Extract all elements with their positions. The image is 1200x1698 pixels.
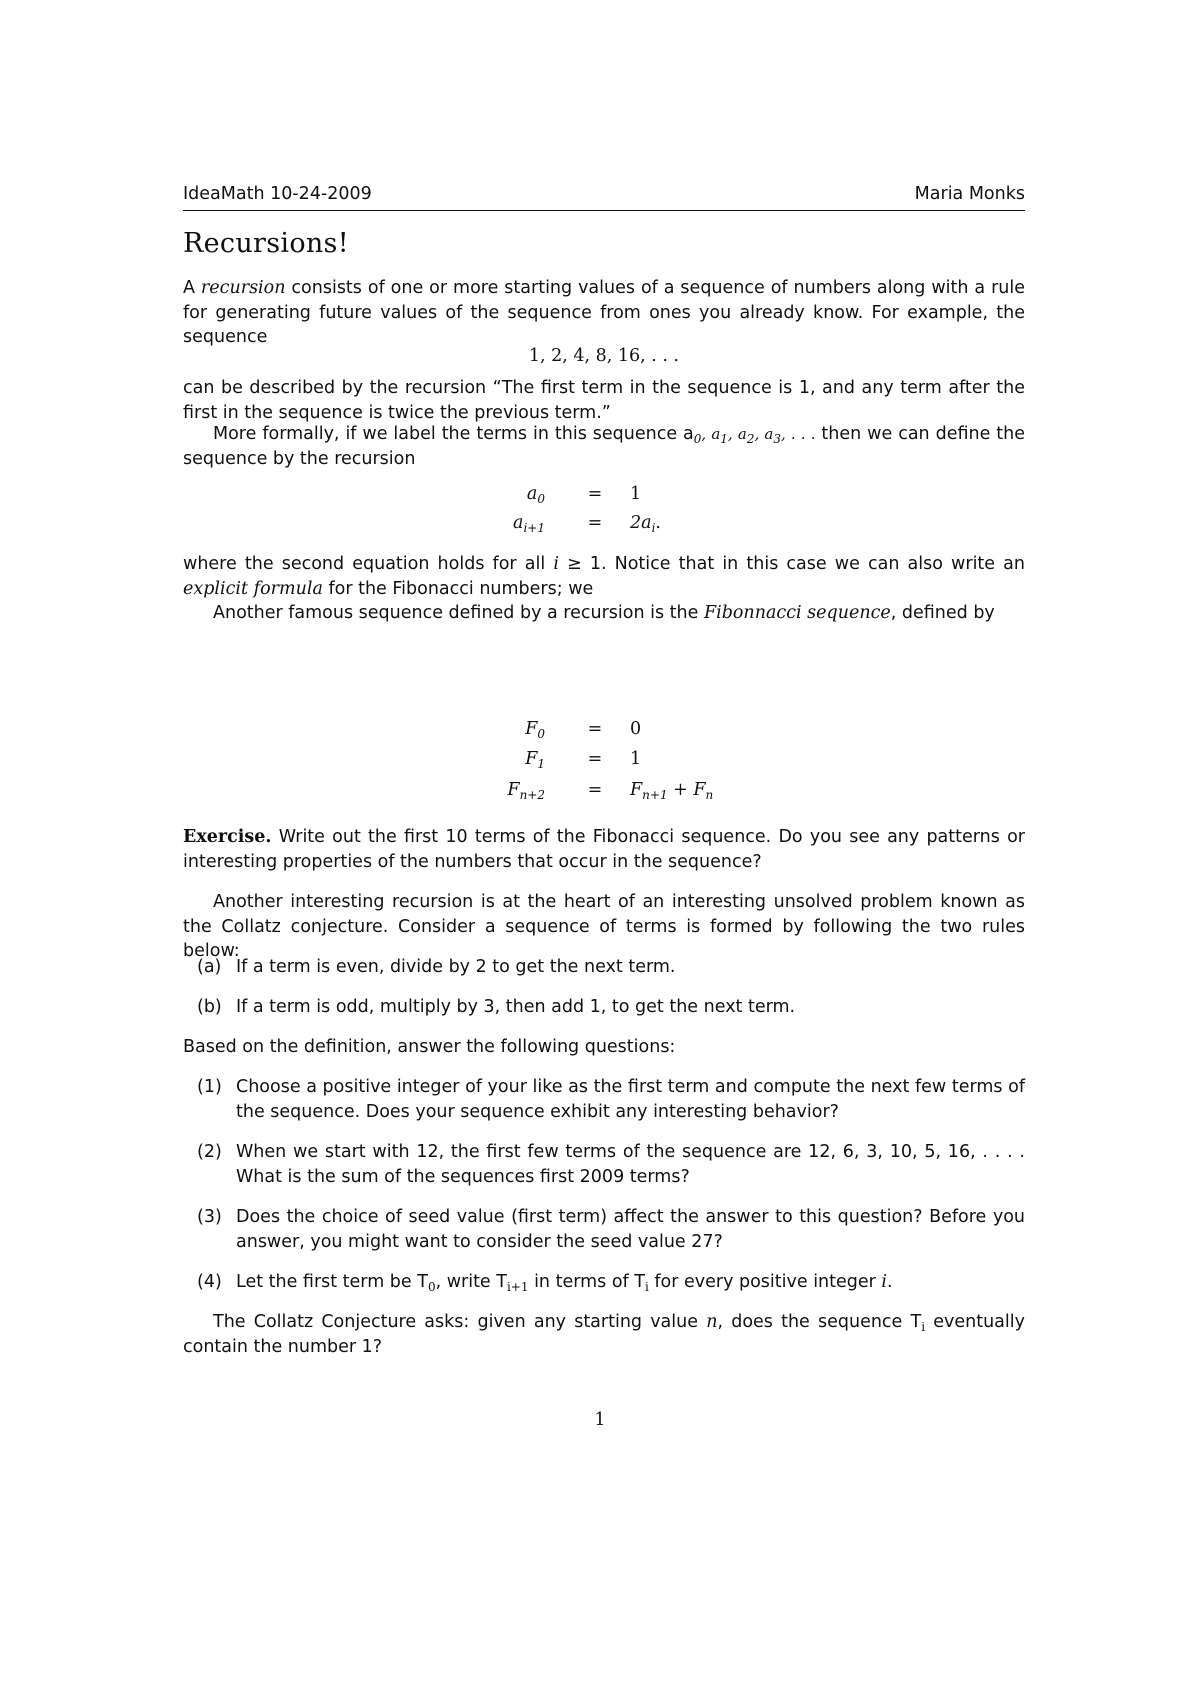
- fibonacci-intro: [183, 601, 1025, 626]
- after-equation-paragraph: [183, 552, 1025, 601]
- intro-paragraph: [183, 276, 1025, 350]
- eq-rhs: $2a_i$.: [630, 513, 661, 535]
- list-item-label: (b): [197, 997, 222, 1017]
- eq-relation: =: [587, 749, 603, 769]
- term-recursion: recursion: [200, 278, 286, 298]
- eq-lhs: $a_0$: [526, 484, 545, 506]
- var-n: n: [706, 1312, 718, 1332]
- eq-rhs: 1: [630, 484, 642, 504]
- eq-relation: =: [587, 513, 603, 533]
- eq-relation: =: [587, 719, 603, 739]
- eq-lhs: $F_1$: [525, 749, 545, 771]
- header-author: Maria Monks: [914, 184, 1025, 204]
- list-item-text: If a term is odd, multiply by 3, then add 1, to get the next term.: [236, 997, 796, 1017]
- list-item-text: If a term is even, divide by 2 to get the next term.: [236, 957, 676, 977]
- questions-intro: Based on the definition, answer the following questions:: [183, 1037, 676, 1057]
- list-item-label: (4): [197, 1272, 222, 1292]
- eq-lhs: $a_{i+1}$: [513, 513, 545, 535]
- list-item-label: (a): [197, 957, 222, 977]
- header-course: IdeaMath 10-24-2009: [183, 184, 372, 204]
- intro-lead: A: [183, 278, 201, 298]
- eq-relation: =: [587, 484, 603, 504]
- conclusion-sub: i: [921, 1320, 926, 1334]
- list-item-text: Let the first term be $T_0$, write $T_{i+1}$ in terms of $T_i$ for every positive integer i.: [236, 1272, 893, 1294]
- list-item-label: (1): [197, 1077, 222, 1097]
- term-explicit-formula: explicit formula: [183, 578, 323, 599]
- exercise-text: Write out the first 10 terms of the Fibonacci sequence. Do you see any patterns or interesting properties of the numbers that occur in the sequence?: [183, 827, 1025, 872]
- eq-lhs: $F_{n+2}$: [507, 780, 545, 802]
- fib-intro-text-1: Another famous sequence defined by a recursion is the: [213, 603, 704, 623]
- formally-end: then we can define the sequence by the recursion: [183, 424, 1026, 469]
- formally-text: More formally, if we label the terms in this sequence a: [213, 424, 694, 444]
- conclusion-text-1: The Collatz Conjecture asks: given any starting value: [213, 1312, 707, 1332]
- list-item-text: Does the choice of seed value (first term) affect the answer to this question? Before you answer, you might want to consider the seed value 27?: [236, 1207, 1025, 1252]
- exercise-paragraph: [183, 825, 1025, 874]
- eq-rhs: $F_{n+1} + F_n$: [630, 780, 714, 802]
- sequence-example: 1, 2, 4, 8, 16, . . .: [528, 346, 680, 366]
- after-eq-text-3: for the Fibonacci numbers; we: [322, 578, 594, 599]
- list-item-text: Choose a positive integer of your like as the first term and compute the next few terms of the sequence. Does your sequence exhibit any interesting behavior?: [236, 1077, 1025, 1122]
- fib-intro-text-2: , defined by: [890, 603, 995, 623]
- eq-lhs: $F_0$: [525, 719, 545, 741]
- page-number: 1: [594, 1410, 606, 1430]
- list-item-label: (2): [197, 1142, 222, 1162]
- page-title: Recursions!: [183, 228, 349, 259]
- var-i: i: [553, 554, 559, 574]
- term-fibonacci: Fibonnacci sequence: [703, 603, 891, 623]
- list-item-text: When we start with 12, the first few terms of the sequence are 12, 6, 3, 10, 5, 16, . . . . What is the sum of the sequences first 2009 terms?: [236, 1142, 1025, 1187]
- conclusion-text-2: , does the sequence T: [717, 1312, 922, 1332]
- list-item-label: (3): [197, 1207, 222, 1227]
- eq-relation: =: [587, 780, 603, 800]
- intro-rest: consists of one or more starting values of a sequence of numbers along with a rule for generating future values of the sequence from ones you already know. For example, the sequence: [183, 278, 1025, 347]
- running-header: [183, 182, 1025, 211]
- formally-terms: $_0$, $a_1$, $a_2$, $a_3$, . . .: [693, 425, 816, 446]
- after-eq-text-1: where the second equation holds for all: [183, 554, 554, 574]
- eq-rhs: 0: [630, 719, 642, 739]
- exercise-label: Exercise.: [183, 827, 272, 847]
- formally-paragraph: [183, 422, 1025, 471]
- described-paragraph: can be described by the recursion “The first term in the sequence is 1, and any term after the first in the sequence is twice the previous term.”: [183, 378, 1025, 423]
- eq-rhs: 1: [630, 749, 642, 769]
- collatz-intro: Another interesting recursion is at the heart of an interesting unsolved problem known as the Collatz conjecture. Consider a sequence of terms is formed by following the two rules below:: [183, 892, 1025, 961]
- conclusion-paragraph: [183, 1310, 1025, 1359]
- conclusion-text-3: eventually contain the number 1?: [183, 1312, 1025, 1357]
- after-eq-text-2: ≥ 1. Notice that in this case we can also write an: [558, 554, 1025, 574]
